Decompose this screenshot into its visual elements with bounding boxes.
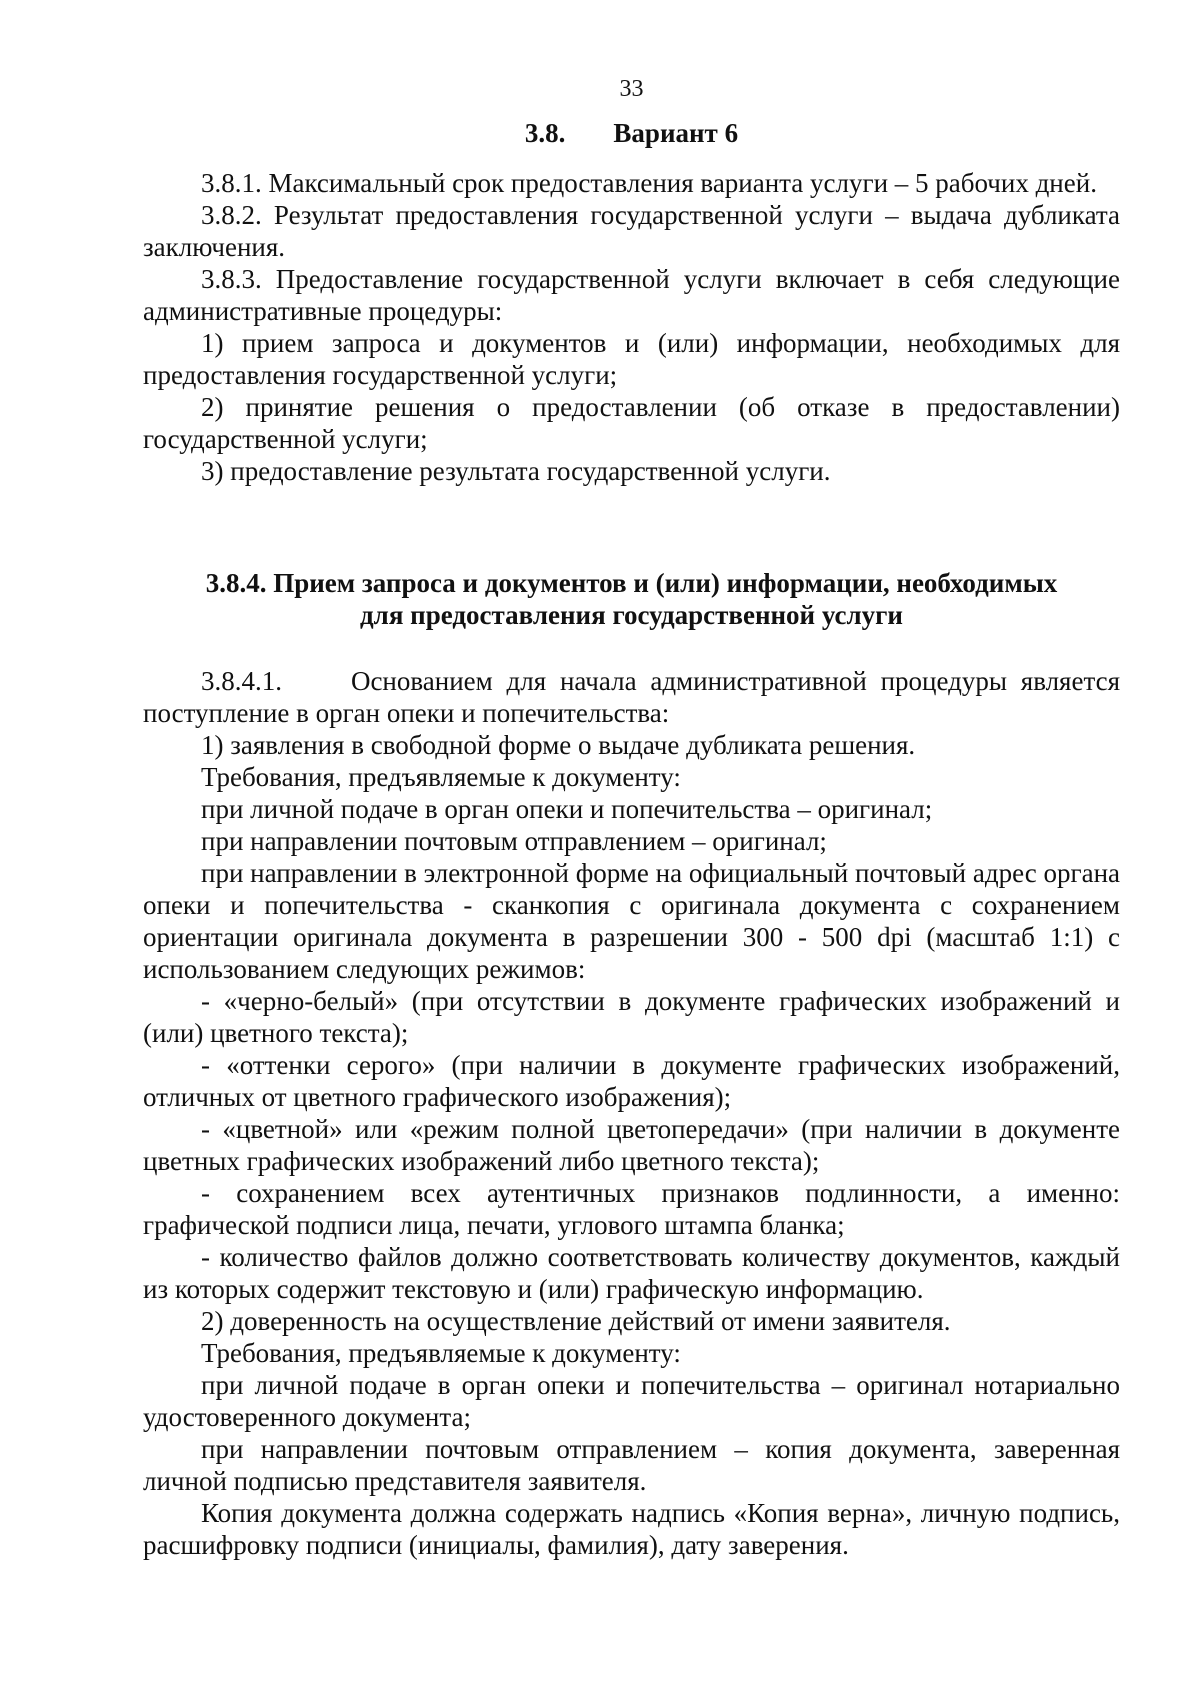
requirements-heading-1: Требования, предъявляемые к документу: xyxy=(201,762,681,792)
paragraph-3-8-1: 3.8.1. Максимальный срок предоставления варианта услуги – 5 рабочих дней. xyxy=(201,168,1097,198)
proxy-in-person: при личной подаче в орган опеки и попечительства – оригинал нотариально удостоверенного документа; xyxy=(143,1370,1120,1432)
file-count-requirement: - количество файлов должно соответствовать количеству документов, каждый из которых содержит текстовую и (или) графическую информацию. xyxy=(143,1242,1120,1304)
requirement-in-person: при личной подаче в орган опеки и попечительства – оригинал; xyxy=(201,794,933,824)
intro-block xyxy=(143,167,1120,487)
body-block xyxy=(143,665,1127,1561)
proxy-by-post: при направлении почтовым отправлением – копия документа, заверенная личной подписью представителя заявителя. xyxy=(143,1434,1120,1496)
mode-color: - «цветной» или «режим полной цветопередачи» (при наличии в документе цветных графических изображений либо цветного текста); xyxy=(143,1114,1120,1176)
requirement-electronic: при направлении в электронной форме на официальный почтовый адрес органа опеки и попечительства - сканкопия с оригинала документа с сохранением ориентации оригинала документа в разрешении 300 - 500 dpi (масштаб 1:1) с использованием следующих режимов: xyxy=(143,858,1120,984)
mode-grayscale: - «оттенки серого» (при наличии в документе графических изображений, отличных от цветного графического изображения); xyxy=(143,1050,1120,1112)
section-title-text: Вариант 6 xyxy=(613,118,739,148)
requirement-by-post: при направлении почтовым отправлением – оригинал; xyxy=(201,826,827,856)
copy-certification-note: Копия документа должна содержать надпись «Копия верна», личную подпись, расшифровку подписи (инициалы, фамилия), дату заверения. xyxy=(143,1498,1120,1560)
mode-black-white: - «черно-белый» (при отсутствии в документе графических изображений и (или) цветного текста); xyxy=(143,986,1120,1048)
authenticity-requirement: - сохранением всех аутентичных признаков подлинности, а именно: графической подписи лица, печати, углового штампа бланка; xyxy=(143,1178,1120,1240)
paragraph-3-8-2: 3.8.2. Результат предоставления государственной услуги – выдача дубликата заключения. xyxy=(143,200,1120,262)
procedure-item-3: 3) предоставление результата государственной услуги. xyxy=(201,456,831,486)
procedure-item-2: 2) принятие решения о предоставлении (об отказе в предоставлении) государственной услуги; xyxy=(143,392,1120,454)
section-title xyxy=(143,117,1120,149)
paragraph-3-8-4-1: 3.8.4.1. Основанием для начала административной процедуры является поступление в орган опеки и попечительства: xyxy=(143,666,1127,728)
subsection-heading xyxy=(143,567,1120,631)
procedure-item-1: 1) прием запроса и документов и (или) информации, необходимых для предоставления государственной услуги; xyxy=(143,328,1120,390)
page-number: 33 xyxy=(619,76,644,102)
paragraph-3-8-3: 3.8.3. Предоставление государственной услуги включает в себя следующие административные процедуры: xyxy=(143,264,1120,326)
subsection-heading-line-2: для предоставления государственной услуги xyxy=(360,600,903,630)
document-item-2: 2) доверенность на осуществление действий от имени заявителя. xyxy=(201,1306,951,1336)
document-item-1: 1) заявления в свободной форме о выдаче дубликата решения. xyxy=(201,730,916,760)
requirements-heading-2: Требования, предъявляемые к документу: xyxy=(201,1338,681,1368)
section-number: 3.8. xyxy=(524,118,566,148)
subsection-heading-line-1: 3.8.4. Прием запроса и документов и (или) информации, необходимых xyxy=(205,568,1058,598)
